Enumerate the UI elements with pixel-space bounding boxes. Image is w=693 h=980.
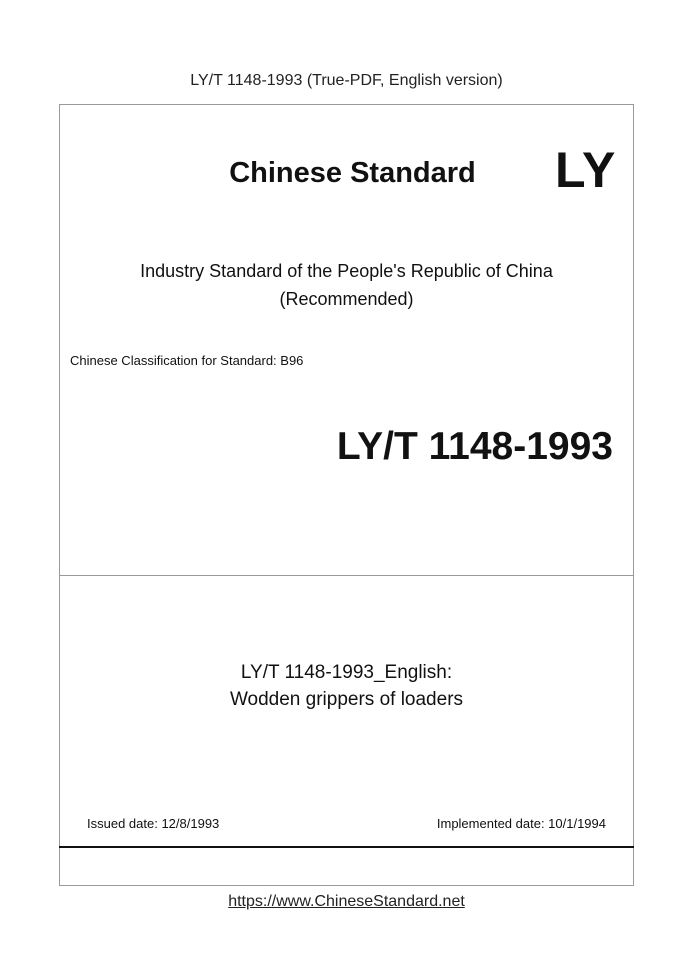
subtitle-line-1: Industry Standard of the People's Republic of China bbox=[140, 261, 553, 281]
cover-title-section bbox=[60, 105, 633, 575]
subtitle-line-2: (Recommended) bbox=[279, 289, 414, 309]
footer bbox=[0, 893, 693, 911]
document-title-line-2: Wodden grippers of loaders bbox=[229, 689, 464, 710]
bottom-divider bbox=[59, 846, 634, 848]
cover-frame bbox=[59, 104, 634, 886]
website-link[interactable]: https://www.ChineseStandard.net bbox=[228, 893, 465, 910]
brand-code: LY bbox=[555, 142, 617, 198]
brand-title: Chinese Standard bbox=[229, 157, 476, 189]
implemented-date: Implemented date: 10/1/1994 bbox=[436, 816, 606, 831]
classification-label: Chinese Classification for Standard: B96 bbox=[70, 353, 304, 368]
standard-number: LY/T 1148-1993 bbox=[336, 425, 613, 468]
issued-date: Issued date: 12/8/1993 bbox=[87, 816, 220, 831]
document-title-line-1: LY/T 1148-1993_English: bbox=[240, 662, 453, 683]
page-header: LY/T 1148-1993 (True-PDF, English version) bbox=[190, 72, 503, 89]
document-info-section bbox=[60, 576, 633, 847]
